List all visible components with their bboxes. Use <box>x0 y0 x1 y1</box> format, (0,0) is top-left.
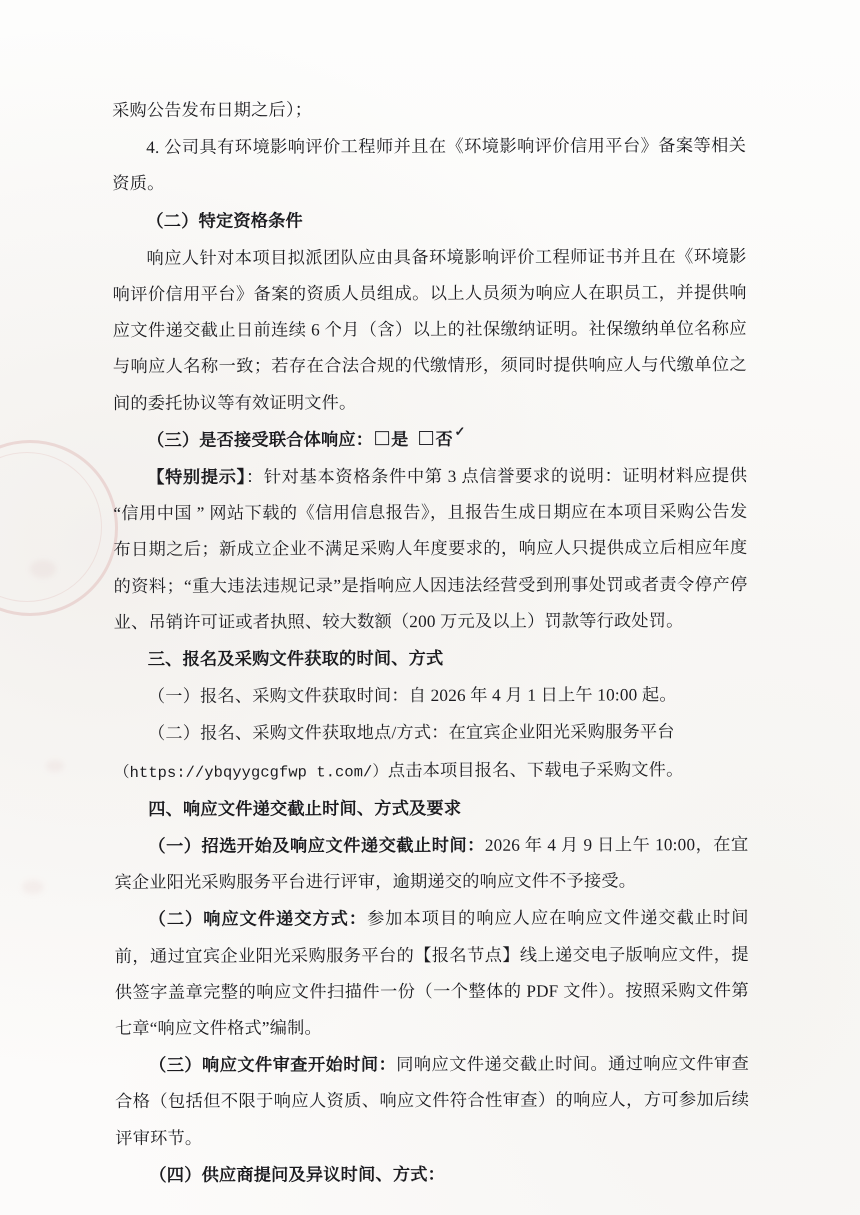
red-seal-impression <box>0 440 118 616</box>
scan-smudge <box>30 560 56 578</box>
platform-url-tail: 点击本项目报名、下载电子采购文件。 <box>387 759 684 780</box>
paragraph-registration-method: （二）报名、采购文件获取地点/方式：在宜宾企业阳光采购服务平台 <box>147 722 675 744</box>
paragraph-submission-method <box>115 900 749 1047</box>
review-start-body: 同响应文件递交截止时间。通过响应文件审查合格（包括但不限于响应人资质、响应文件符合性审查）的响应人，方可参加后续评审环节。 <box>115 1054 750 1148</box>
paragraph-consortium-question <box>113 421 747 459</box>
paragraph-continuation: 采购公告发布日期之后）； <box>112 100 313 120</box>
deadline-time-body: 2026 年 4 月 9 日上午 10:00，在宜宾企业阳光采购服务平台进行评审，逾期递交的响应文件不予接受。 <box>114 835 749 893</box>
special-notice-lead: 【特别提示】 <box>147 467 246 487</box>
paragraph-review-start-time <box>115 1046 749 1157</box>
paragraph-deadline-time <box>114 827 748 901</box>
submission-method-lead: （二）响应文件递交方式： <box>148 909 368 930</box>
paragraph-special-notice <box>113 458 748 641</box>
paragraph-supplier-question: （四）供应商提问及异议时间、方式： <box>149 1164 446 1185</box>
document-body <box>112 91 749 1195</box>
heading-specific-qualification: （二）特定资格条件 <box>146 211 303 231</box>
paragraph-qualification-4: 4. 公司具有环境影响评价工程师并且在《环境影响评价信用平台》备案等相关资质。 <box>112 136 747 194</box>
checkbox-yes-label: 是 <box>391 429 409 449</box>
submission-method-body: 参加本项目的响应人应在响应文件递交截止时间前，通过宜宾企业阳光采购服务平台的【报名节点】线上递交电子版响应文件，提供签字盖章完整的响应文件扫描件一份（一个整体的 PDF 文件）。按照采购文件第七章“响应文件格式”编制。 <box>114 908 749 1039</box>
special-notice-body: ：针对基本资格条件中第 3 点信誉要求的说明：证明材料应提供“信用中国 ” 网站下载的《信用信息报告》，且报告生成日期应在本项目采购公告发布日期之后；新成立企业不满足采购人年度要求的，响应人只提供成立后相应年度的资料；“重大违法违规记录”是指响应人因违法经营受到刑事处罚或者责令停产停业、吊销许可证或者执照、较大数额（200 万元及以上）罚款等行政处罚。 <box>113 466 748 632</box>
deadline-time-lead: （一）招选开始及响应文件递交截止时间： <box>148 835 485 856</box>
heading-section-four: 四、响应文件递交截止时间、方式及要求 <box>148 798 462 819</box>
platform-url[interactable]: （https://ybqyygcgfwp t.com/） <box>114 762 388 782</box>
scan-smudge <box>22 880 44 894</box>
paragraph-platform-url-line <box>114 752 748 791</box>
heading-section-three: 三、报名及采购文件获取的时间、方式 <box>147 649 444 669</box>
checkbox-no-label: 否 <box>435 429 453 449</box>
paragraph-team-requirements: 响应人针对本项目拟派团队应由具备环境影响评价工程师证书并且在《环境影响评价信用平台》备案的资质人员组成。以上人员须为响应人在职员工，并提供响应文件递交截止日前连续 6 个月（含）以上的社保缴纳证明。社保缴纳单位名称应与响应人名称一致；若存在合法合规的代缴情形，须同时提供响应人与代缴单位之间的委托协议等有效证明文件。 <box>112 246 747 413</box>
red-seal-inner-ring <box>0 452 102 602</box>
checkbox-no[interactable] <box>420 431 434 445</box>
consortium-question-label: （三）是否接受联合体响应： <box>147 430 374 450</box>
paragraph-registration-time: （一）报名、采购文件获取时间：自 2026 年 4 月 1 日上午 10:00 起。 <box>147 685 677 707</box>
checkbox-yes[interactable] <box>375 431 389 445</box>
scan-smudge <box>46 760 64 772</box>
review-start-lead: （三）响应文件审查开始时间： <box>149 1055 397 1076</box>
